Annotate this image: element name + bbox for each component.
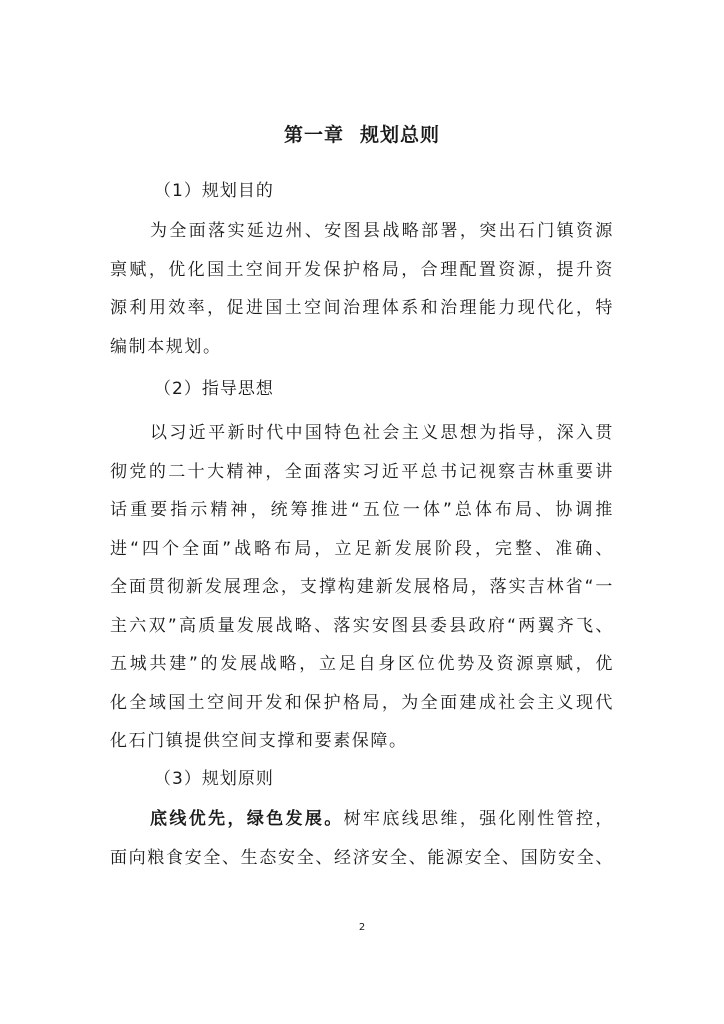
paragraph-line: 话重要指示精神，统筹推进“五位一体”总体布局、协调推: [110, 500, 614, 520]
paragraph-line: 化石门镇提供空间支撑和要素保障。: [110, 731, 408, 751]
principle-text: 树牢底线思维，强化刚性管控，: [343, 809, 614, 829]
section-heading-principles: （3）规划原则: [154, 769, 274, 789]
section-heading-purpose: （1）规划目的: [154, 181, 274, 201]
paragraph-line: 禀赋，优化国土空间开发保护格局，合理配置资源，提升资: [110, 259, 614, 280]
page-number: 2: [358, 922, 366, 933]
chapter-title: [0, 120, 724, 147]
paragraph-line: 全面贯彻新发展理念，支撑构建新发展格局，落实吉林省“一: [110, 577, 614, 597]
chapter-label: 第一章: [283, 124, 344, 146]
chapter-name: 规划总则: [360, 124, 441, 146]
paragraph-line: 编制本规划。: [110, 336, 222, 357]
paragraph-line: 以习近平新时代中国特色社会主义思想为指导，深入贯: [150, 423, 614, 443]
paragraph-line: 面向粮食安全、生态安全、经济安全、能源安全、国防安全、: [110, 847, 614, 868]
principle-lead: 底线优先，绿色发展。: [150, 809, 344, 829]
section-paragraph-purpose: [110, 212, 614, 366]
paragraph-line: 彻党的二十大精神，全面落实习近平总书记视察吉林重要讲: [110, 461, 614, 482]
paragraph-line: 五城共建”的发展战略，立足自身区位优势及资源禀赋，优: [110, 654, 614, 674]
section-heading-guiding-ideology: （2）指导思想: [154, 379, 274, 399]
paragraph-line: 进“四个全面”战略布局，立足新发展阶段，完整、准确、: [110, 538, 614, 559]
section-paragraph-principles: [110, 800, 614, 877]
paragraph-line: 源利用效率，促进国土空间治理体系和治理能力现代化，特: [110, 298, 614, 318]
paragraph-line: [110, 800, 614, 839]
paragraph-line: 化全域国土空间开发和保护格局，为全面建成社会主义现代: [110, 692, 614, 713]
paragraph-line: 为全面落实延边州、安图县战略部署，突出石门镇资源: [150, 221, 614, 241]
paragraph-line: 主六双”高质量发展战略、落实安图县委县政府“两翼齐飞、: [110, 615, 614, 636]
section-paragraph-guiding-ideology: [110, 414, 614, 761]
